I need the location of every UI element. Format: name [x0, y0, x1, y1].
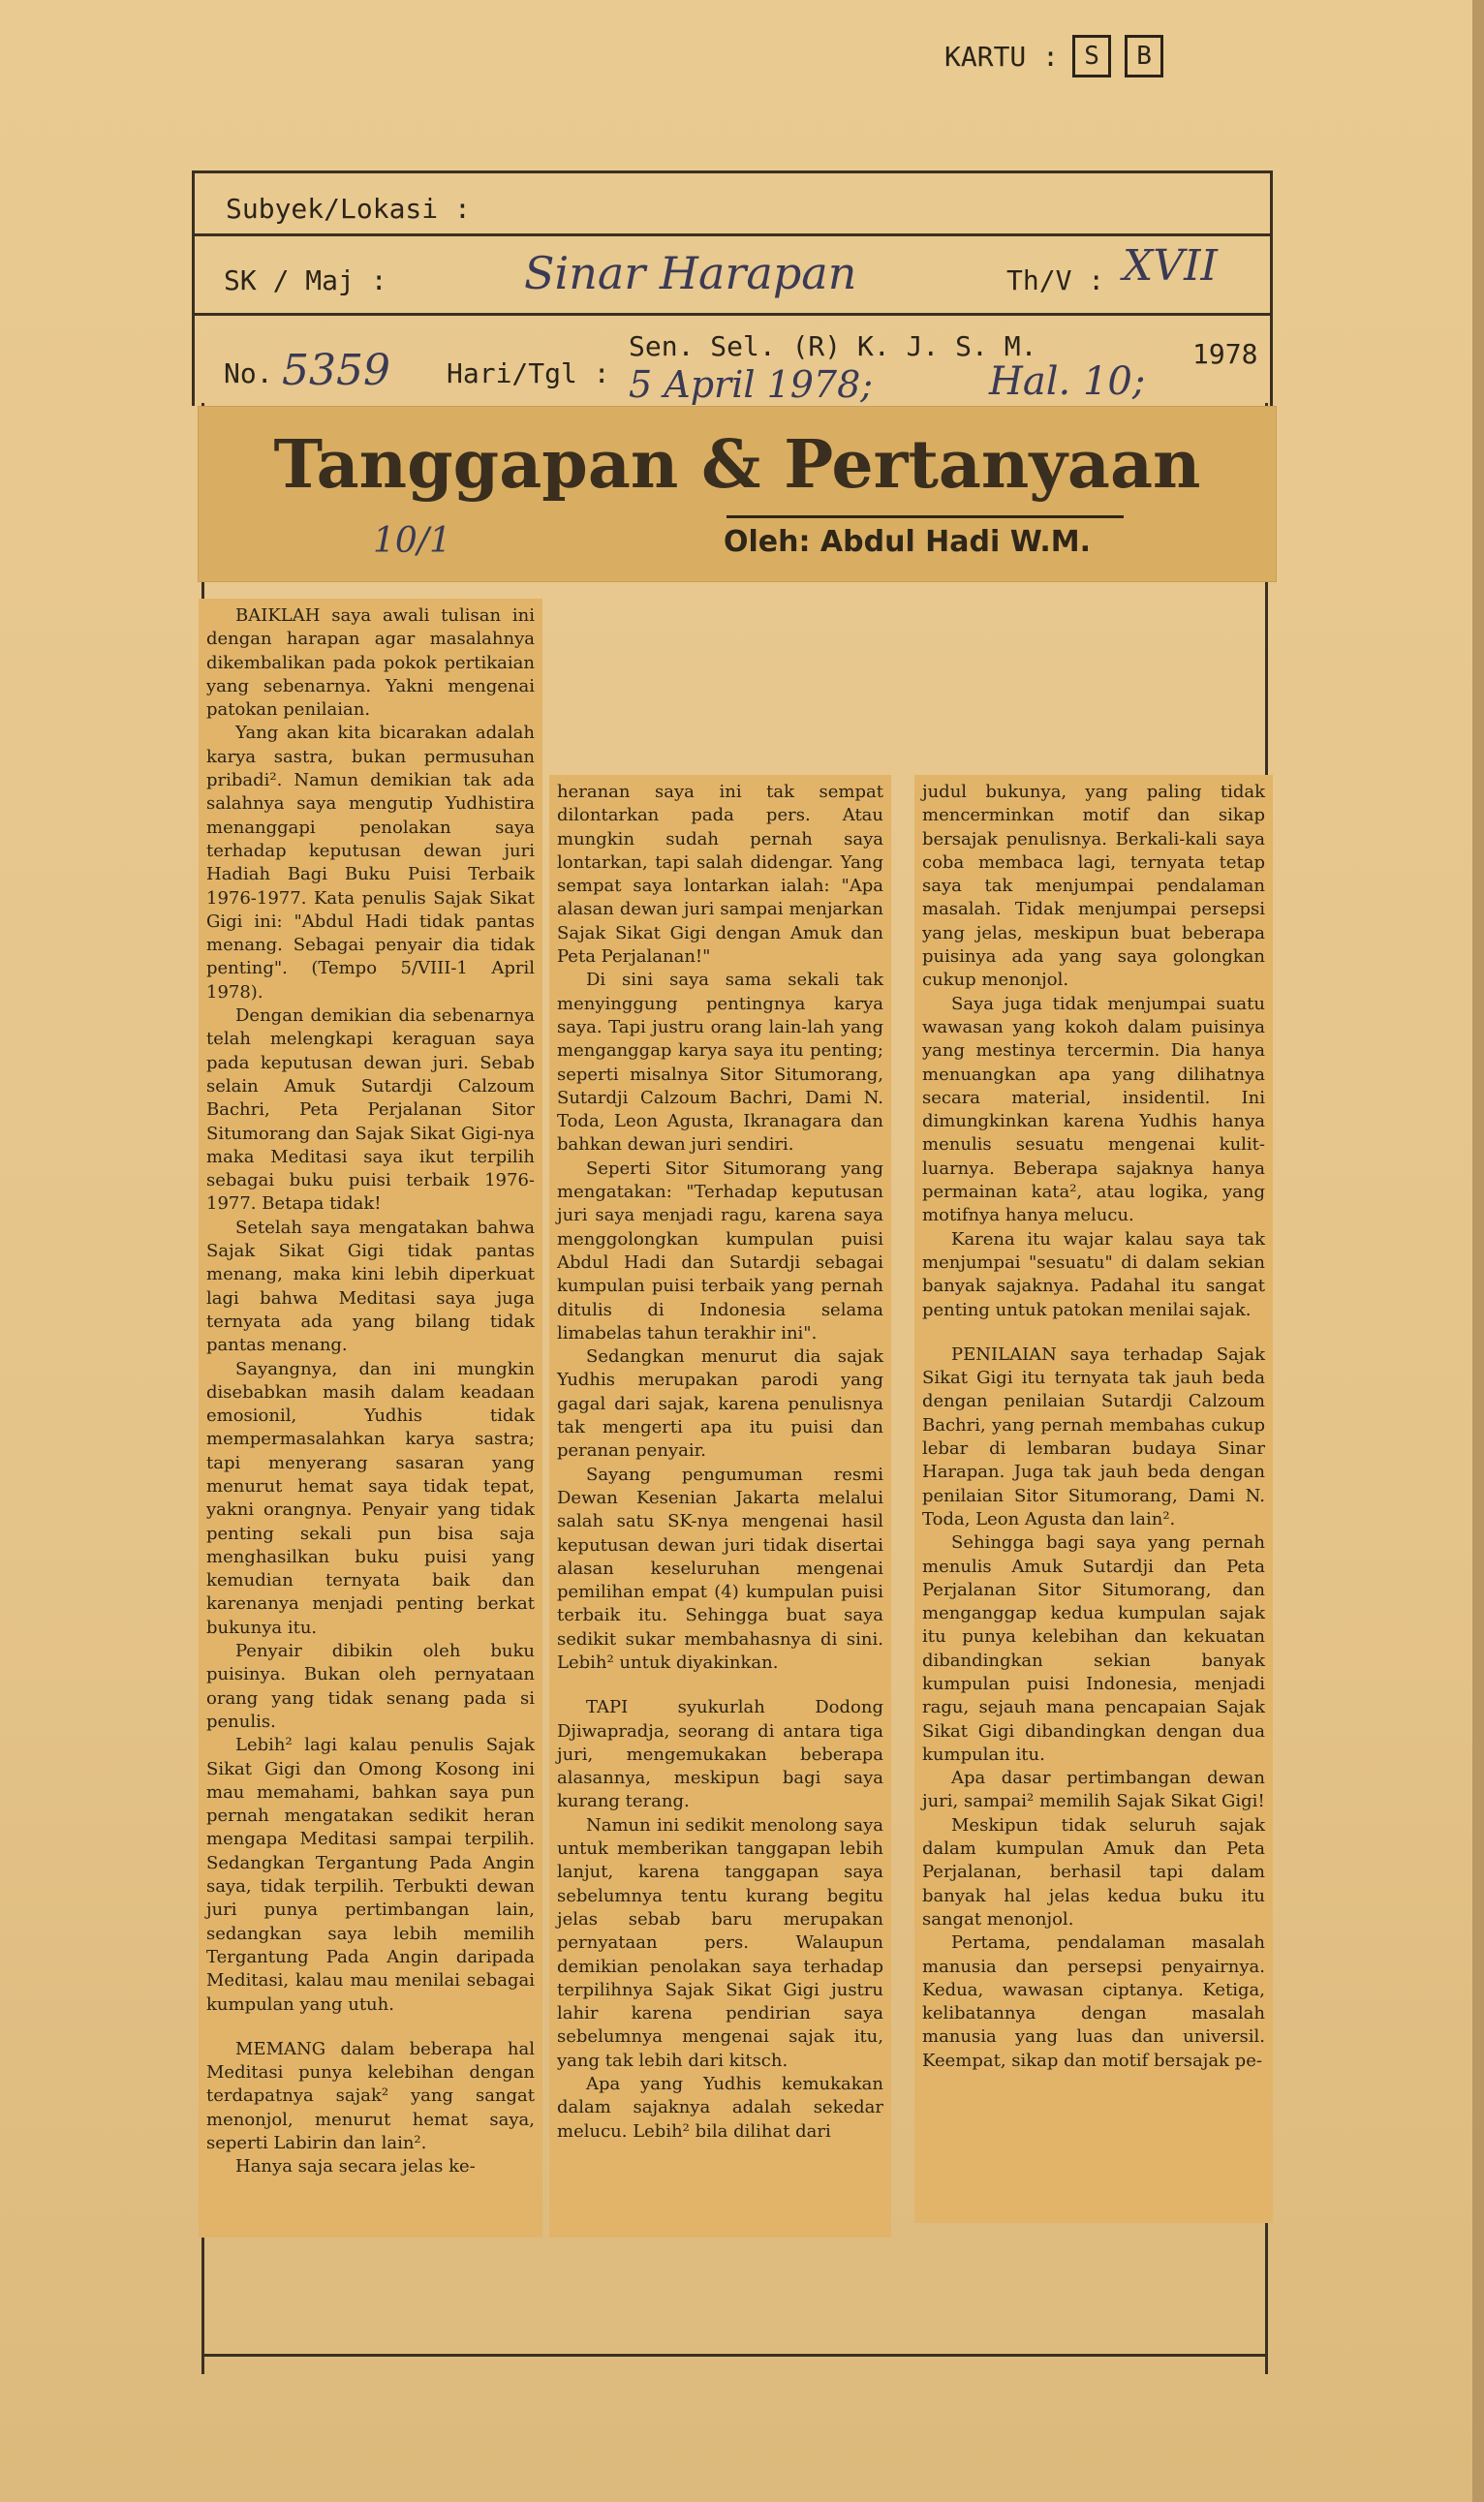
- index-form: [192, 170, 1273, 406]
- kartu-box-s: S: [1072, 35, 1111, 77]
- kartu-label: KARTU :: [944, 40, 1060, 73]
- hal-value: Hal. 10;: [989, 359, 1146, 404]
- paragraph: Dengan demikian dia sebenarnya telah melengkapi keraguan saya pada keputusan dewan juri. Sebab selain Amuk Sutardji Calzoum Bachri, Peta Perjalanan Sitor Situmorang dan Sajak Sikat Gigi-nya maka Meditasi saya ikut terpilih sebagai buku puisi terbaik 1976-1977. Betapa tidak!: [206, 1005, 535, 1215]
- paragraph: MEMANG dalam beberapa hal Meditasi punya kelebihan dengan terdapatnya sajak² yang sangat menonjol, menurut hemat saya, seperti Labirin dan lain².: [206, 2038, 535, 2153]
- paragraph: Yang akan kita bicarakan adalah karya sastra, bukan permusuhan pribadi². Namun demikian tak ada salahnya saya mengutip Yudhistira menanggapi penolakan saya terhadap keputusan dewan juri Hadiah Bagi Buku Puisi Terbaik 1976-1977. Kata penulis Sajak Sikat Gigi ini: "Abdul Hadi tidak pantas menang. Sebagai penyair dia tidak penting". (Tempo 5/VIII-1 April 1978).: [206, 723, 535, 1003]
- margin-note: 10/1: [373, 521, 451, 561]
- paragraph: judul bukunya, yang paling tidak mencerminkan motif dan sikap bersajak penulisnya. Berkali-kali saya coba membaca lagi, ternyata tetap saya tak menjumpai pendalaman masalah. Tidak menjumpai persepsi yang jelas, meskipun buat beberapa puisinya ada yang saya golongkan cukup menonjol.: [922, 782, 1265, 991]
- article-column-3: [914, 775, 1273, 2223]
- kartu-indicator: [944, 35, 1163, 77]
- article-column-1: [199, 599, 542, 2238]
- date-value: 5 April 1978;: [629, 363, 874, 406]
- year-value: 1978: [1192, 338, 1258, 370]
- paragraph: Setelah saya mengatakan bahwa Sajak Sikat Gigi tidak pantas menang, maka kini lebih diperkuat lagi bahwa Meditasi saya juga ternyata ada yang bilang tidak pantas menang.: [206, 1217, 535, 1356]
- paragraph: Sedangkan menurut dia sajak Yudhis merupakan parodi yang gagal dari sajak, karena penulisnya tak mengerti apa itu puisi dan peranan penyair.: [557, 1346, 883, 1462]
- paragraph: Apa dasar pertimbangan dewan juri, sampai² memilih Sajak Sikat Gigi!: [922, 1768, 1265, 1812]
- article-title: Tanggapan & Pertanyaan: [273, 426, 1201, 504]
- paragraph: Sehingga bagi saya yang pernah menulis Amuk Sutardji dan Peta Perjalanan Sitor Situmorang, dan menganggap kedua kumpulan sajak itu punya kelebihan dan kekuatan dibandingkan sekian banyak kumpulan puisi Indonesia, menjadi ragu, sejauh mana pencapaian Sajak Sikat Gigi dibandingkan dengan dua kumpulan itu.: [922, 1532, 1265, 1765]
- paragraph: Saya juga tidak menjumpai suatu wawasan yang kokoh dalam puisinya yang mestinya tercermin. Dia hanya menuangkan apa yang dilihatnya secara material, insidentil. Ini dimungkinkan karena Yudhis hanya menulis sesuatu mengenai kulit-luarnya. Beberapa sajaknya hanya permainan kata², atau logika, yang motifnya hanya melucu.: [922, 993, 1265, 1226]
- paragraph: Sayang pengumuman resmi Dewan Kesenian Jakarta melalui salah satu SK-nya mengenai hasil keputusan dewan juri tidak disertai alasan keseluruhan mengenai pemilihan empat (4) kumpulan puisi terbaik itu. Sehingga buat saya sedikit sukar membahasnya di sini. Lebih² untuk diyakinkan.: [557, 1464, 883, 1673]
- paragraph: Pertama, pendalaman masalah manusia dan persepsi penyairnya. Kedua, wawasan ciptanya. Ketiga, kelibatannya dengan masalah manusia yang luas dan universil. Keempat, sikap dan motif bersajak pe-: [922, 1932, 1265, 2071]
- subyek-label: Subyek/Lokasi :: [226, 193, 471, 225]
- paragraph: PENILAIAN saya terhadap Sajak Sikat Gigi itu ternyata tak jauh beda dengan penilaian Sutardji Calzoum Bachri, yang pernah membahas cukup lebar di lembaran budaya Sinar Harapan. Juga tak jauh beda dengan penilaian Sitor Situmorang, Dami N. Toda, Leon Agusta dan lain².: [922, 1344, 1265, 1529]
- frame-bottom-line: [201, 2354, 1267, 2357]
- thv-label: Th/V :: [1006, 264, 1105, 296]
- no-value: 5359: [282, 346, 390, 395]
- days-row: Sen. Sel. (R) K. J. S. M.: [629, 330, 1037, 362]
- article-column-2: [549, 775, 891, 2238]
- paragraph: Meskipun tidak seluruh sajak dalam kumpulan Amuk dan Peta Perjalanan, berhasil tapi dalam banyak hal jelas kedua buku itu sangat menonjol.: [922, 1814, 1265, 1930]
- paragraph: Apa yang Yudhis kemukakan dalam sajaknya adalah sekedar melucu. Lebih² bila dilihat dari: [557, 2074, 883, 2142]
- no-label: No.: [224, 357, 273, 389]
- article-header-clip: [199, 407, 1276, 581]
- paragraph: Namun ini sedikit menolong saya untuk memberikan tanggapan lebih lanjut, karena tanggapan saya sebelumnya tentu kurang begitu jelas sebab baru merupakan pernyataan pers. Walaupun demikian penolakan saya terhadap terpilihnya Sajak Sikat Gigi justru lahir karena pendirian saya sebelumnya mengenai sajak itu, yang tak lebih dari kitsch.: [557, 1814, 883, 2071]
- article-byline: Oleh: Abdul Hadi W.M.: [724, 525, 1092, 559]
- paragraph: Hanya saja secara jelas ke-: [235, 2156, 476, 2178]
- byline-rule: [727, 515, 1124, 518]
- paragraph: Lebih² lagi kalau penulis Sajak Sikat Gigi dan Omong Kosong ini mau memahami, bahkan saya pun pernah mengatakan sedikit heran mengapa Meditasi sampai terpilih. Sedangkan Tergantung Pada Angin saya, tidak terpilih. Terbukti dewan juri punya pertimbangan lain, sedangkan saya lebih memilih Tergantung Pada Angin daripada Meditasi, kalau mau menilai sebagai kumpulan yang utuh.: [206, 1735, 535, 2015]
- paragraph: BAIKLAH saya awali tulisan ini dengan harapan agar masalahnya dikembalikan pada pokok pertikaian yang sebenarnya. Yakni mengenai patokan penilaian.: [206, 605, 535, 721]
- paragraph: Sayangnya, dan ini mungkin disebabkan masih dalam keadaan emosionil, Yudhis tidak mempermasalahkan karya sastra; tapi menyerang sasaran yang menurut hemat saya tidak tepat, yakni orangnya. Penyair yang tidak penting sekali pun bisa saja menghasilkan buku puisi yang kemudian ternyata baik dan karenanya menjadi penting berkat bukunya itu.: [206, 1358, 535, 1638]
- paragraph: Penyair dibikin oleh buku puisinya. Bukan oleh pernyataan orang yang tidak senang pada si penulis.: [206, 1641, 535, 1732]
- form-row-subyek: [195, 173, 1270, 236]
- form-row-no: [195, 313, 1270, 406]
- sk-label: SK / Maj :: [224, 264, 387, 296]
- paragraph: TAPI syukurlah Dodong Djiwapradja, seorang di antara tiga juri, mengemukakan beberapa alasannya, meskipun bagi saya kurang terang.: [557, 1697, 883, 1812]
- form-row-sk: [195, 233, 1270, 316]
- paragraph: heranan saya ini tak sempat dilontarkan pada pers. Atau mungkin sudah pernah saya lontarkan, tapi salah didengar. Yang sempat saya lontarkan ialah: "Apa alasan dewan juri sampai menjarkan Sajak Sikat Gigi dengan Amuk dan Peta Perjalanan!": [557, 782, 883, 968]
- kartu-box-b: B: [1125, 35, 1163, 77]
- thv-value: XVII: [1123, 241, 1218, 291]
- paragraph: Di sini saya sama sekali tak menyinggung pentingnya karya saya. Tapi justru orang lain-lah yang menganggap karya saya itu penting; seperti misalnya Sitor Situmorang, Sutardji Calzoum Bachri, Dami N. Toda, Leon Agusta, Ikranagara dan bahkan dewan juri sendiri.: [557, 970, 883, 1156]
- paragraph: Karena itu wajar kalau saya tak menjumpai "sesuatu" di dalam sekian banyak sajaknya. Padahal itu sangat penting untuk patokan menilai sajak.: [922, 1228, 1265, 1320]
- paragraph: Seperti Sitor Situmorang yang mengatakan: "Terhadap keputusan juri saya menjadi ragu, karena saya menggolongkan kumpulan puisi Abdul Hadi dan Sutardji sebagai kumpulan puisi terbaik yang pernah ditulis di Indonesia selama limabelas tahun terakhir ini".: [557, 1158, 883, 1344]
- haritgl-label: Hari/Tgl :: [447, 357, 610, 389]
- sk-value: Sinar Harapan: [524, 247, 857, 299]
